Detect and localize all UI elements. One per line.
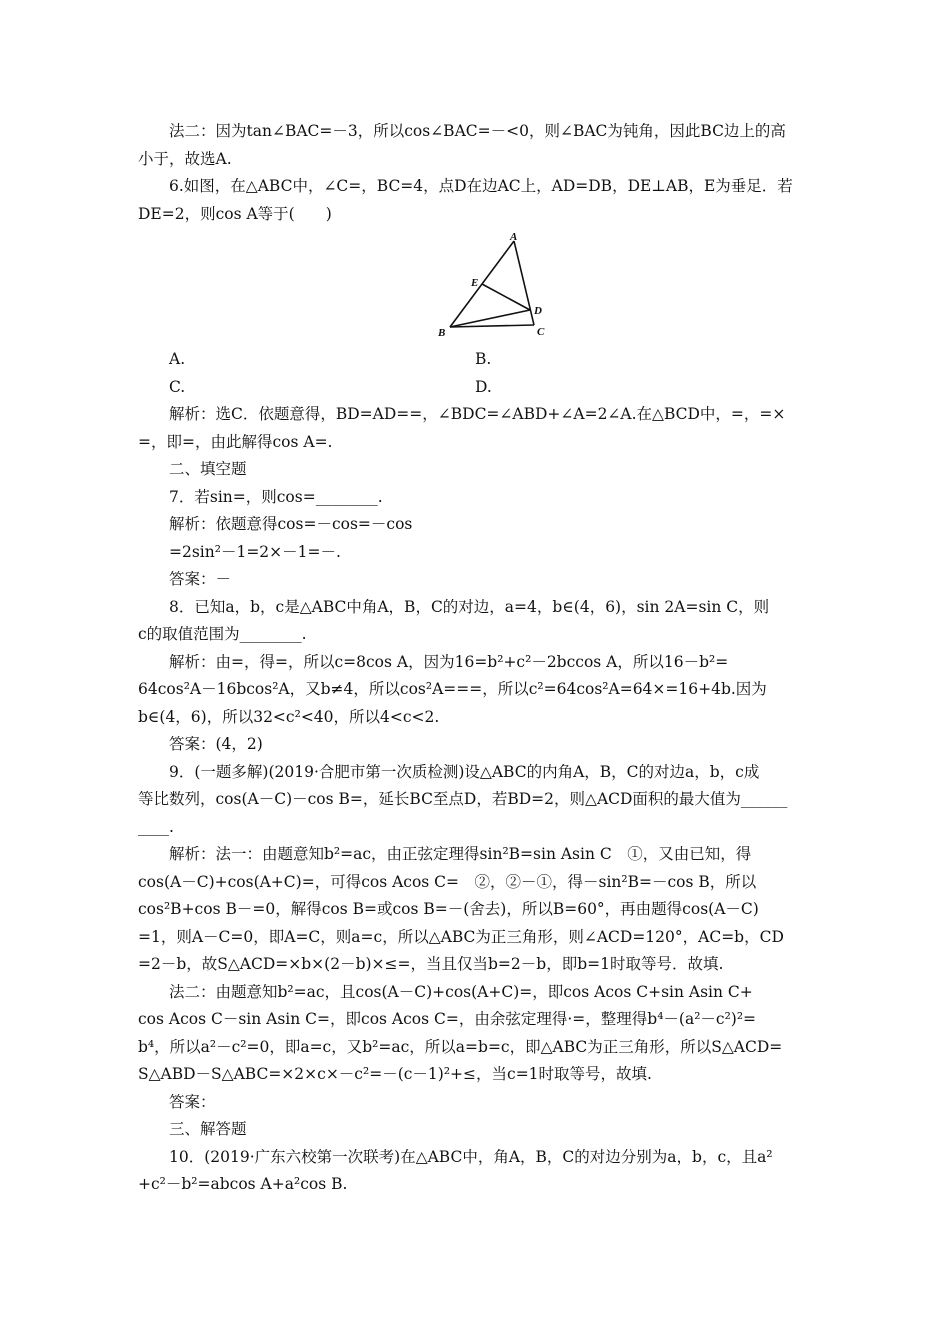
- option-row: [138, 374, 818, 402]
- text-line: 解析：依题意得cos=－cos=－cos: [169, 515, 413, 533]
- option-b: B.: [475, 350, 492, 368]
- option-row: [138, 346, 818, 374]
- question-8-cont: c的取值范围为________.: [138, 625, 307, 643]
- vertex-label-d: D: [534, 305, 542, 317]
- text-line: b⁴，所以a²－c²=0，即a=c，又b²=ac，所以a=b=c，即△ABC为正三角形，所以S△ACD=: [138, 1037, 783, 1056]
- answer-line: 答案：: [169, 1092, 216, 1111]
- text-line: 法二：由题意知b²=ac，且cos(A－C)+cos(A+C)=，即cos Acos C+sin Asin C+: [169, 982, 753, 1001]
- text-line: 小于，故选A.: [138, 149, 232, 168]
- vertex-label-c: C: [537, 326, 545, 338]
- option-a: A.: [169, 350, 186, 368]
- question-10: 10．(2019·广东六校第一次联考)在△ABC中，角A，B，C的对边分别为a，b，c，且a²: [169, 1147, 773, 1166]
- segment-de: [482, 284, 530, 310]
- question-10-cont: +c²－b²=abcos A+a²cos B.: [138, 1175, 348, 1193]
- text-line: 64cos²A－16bcos²A，又b≠4，所以cos²A===，所以c²=64cos²A=64×=16+4b.因为: [138, 680, 767, 698]
- vertex-label-b: B: [438, 327, 446, 339]
- vertex-label-a: A: [510, 232, 518, 243]
- text-line: =，即=，由此解得cos A=.: [138, 432, 333, 451]
- section-heading-solve: 三、解答题: [169, 1120, 247, 1138]
- option-c: C.: [169, 377, 186, 396]
- text-line: =1，则A－C=0，即A=C，则a=c，所以△ABC为正三角形，则∠ACD=120°，AC=b，CD: [138, 927, 784, 946]
- question-8: 8．已知a，b，c是△ABC中角A，B，C的对边，a=4，b∈(4，6)，sin 2A=sin C，则: [169, 597, 770, 616]
- vertex-label-e: E: [471, 277, 479, 289]
- text-line: cos Acos C－sin Asin C=，即cos Acos C=，由余弦定理得·=，整理得b⁴－(a²－c²)²=: [138, 1010, 757, 1028]
- question-9: 9．(一题多解)(2019·合肥市第一次质检测)设△ABC的内角A，B，C的对边a，b，c成: [169, 762, 760, 781]
- text-line: 解析：法一：由题意知b²=ac，由正弦定理得sin²B=sin Asin C ①，又由已知，得: [169, 845, 752, 863]
- text-line: =2－b，故S△ACD=×b×(2－b)×≤=，当且仅当b=2－b，即b=1时取等号．故填.: [138, 955, 724, 973]
- text-line: b∈(4，6)，所以32<c²<40，所以4<c<2.: [138, 707, 440, 726]
- question-9-cont: 等比数列，cos(A－C)－cos B=，延长BC至点D，若BD=2，则△ACD面积的最大值为______: [138, 790, 788, 808]
- segment-bd: [450, 310, 530, 327]
- text-line: =2sin²－1=2×－1=－.: [169, 542, 341, 561]
- text-line: cos²B+cos B－=0，解得cos B=或cos B=－(舍去)，所以B=60°，再由题得cos(A－C): [138, 900, 759, 918]
- section-heading-fill-in: 二、填空题: [169, 460, 247, 478]
- document-content: [138, 118, 818, 1199]
- text-line: S△ABD－S△ABC=×2×c×－c²=－(c－1)²+≤，当c=1时取等号，故填.: [138, 1065, 652, 1083]
- side-bc: [450, 325, 534, 327]
- text-line: 法二：因为tan∠BAC=－3，所以cos∠BAC=－<0，则∠BAC为钝角，因此BC边上的高: [169, 122, 786, 140]
- triangle-diagram: [433, 232, 563, 344]
- text-line: 解析：选C．依题意得，BD=AD==，∠BDC=∠ABD+∠A=2∠A.在△BCD中，=，=×: [169, 405, 786, 423]
- question-7: 7．若sin=，则cos=________.: [169, 487, 383, 506]
- option-d: D.: [475, 377, 492, 396]
- question-9-blank: ____.: [138, 817, 174, 836]
- text-line: cos(A－C)+cos(A+C)=，可得cos Acos C= ②，②－①，得－sin²B=－cos B，所以: [138, 872, 757, 891]
- text-line: 解析：由=，得=，所以c=8cos A，因为16=b²+c²－2bccos A，所以16－b²=: [169, 652, 729, 671]
- answer-line: 答案：－: [169, 570, 232, 588]
- triangle-figure: [138, 228, 818, 346]
- question-6-stem: 6.如图，在△ABC中，∠C=，BC=4，点D在边AC上，AD=DB，DE⊥AB，E为垂足．若: [169, 177, 793, 195]
- answer-line: 答案：(4，2): [169, 735, 263, 753]
- question-6-stem-cont: DE=2，则cos A等于( ): [138, 204, 332, 223]
